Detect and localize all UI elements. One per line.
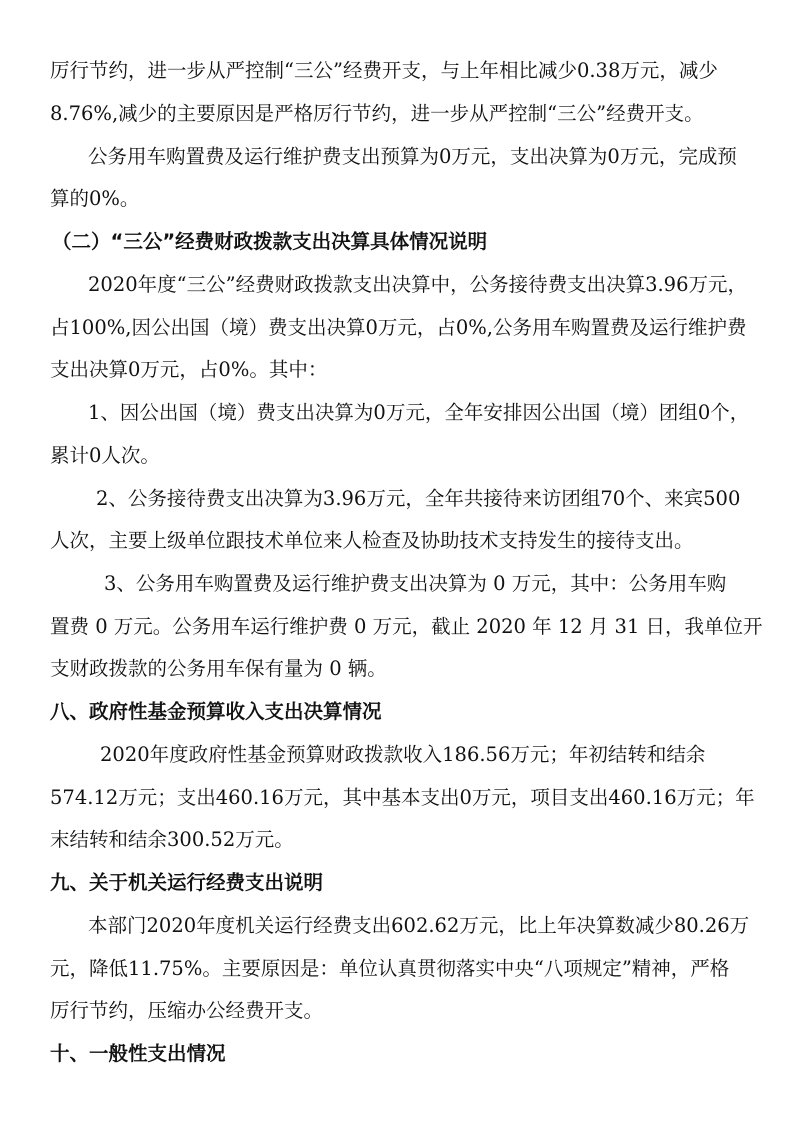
paragraph-line: 算的0%。 <box>50 187 140 210</box>
paragraph-line: 本部门2020年度机关运行经费支出602.62万元，比上年决算数减少80.26万 <box>88 914 750 937</box>
paragraph-line: 公务用车购置费及运行维护费支出预算为0万元，支出决算为0万元，完成预 <box>88 145 737 168</box>
paragraph-line: 支出决算0万元，占0%。其中： <box>50 358 328 381</box>
paragraph-line: 2020年度政府性基金预算财政拨款收入186.56万元；年初结转和结余 <box>100 743 706 766</box>
paragraph-line: 末结转和结余300.52万元。 <box>50 828 294 851</box>
section-heading: 九、关于机关运行经费支出说明 <box>50 871 324 894</box>
paragraph-line: 累计0人次。 <box>50 444 160 467</box>
paragraph-line: 置费 0 万元。公务用车运行维护费 0 万元，截止 2020 年 12 月 31 日，我单位开 <box>50 615 763 638</box>
paragraph-line: 厉行节约，压缩办公经费开支。 <box>50 999 324 1022</box>
section-heading: 十、一般性支出情况 <box>50 1042 226 1065</box>
paragraph-line: 人次，主要上级单位跟技术单位来人检查及协助技术支持发生的接待支出。 <box>50 529 694 552</box>
paragraph-line: 厉行节约，进一步从严控制“三公”经费开支，与上年相比减少0.38万元，减少 <box>50 59 718 82</box>
paragraph-line: 占100%,因公出国（境）费支出决算0万元，占0%,公务用车购置费及运行维护费 <box>50 316 747 339</box>
paragraph-line: 支财政拨款的公务用车保有量为 0 辆。 <box>50 657 387 680</box>
paragraph-line: 574.12万元；支出460.16万元，其中基本支出0万元，项目支出460.16万元；年 <box>50 786 755 809</box>
paragraph-line: 元，降低11.75%。主要原因是：单位认真贯彻落实中央“八项规定”精神，严格 <box>50 957 730 980</box>
paragraph-line: 2、公务接待费支出决算为3.96万元，全年共接待来访团组70个、来宾500 <box>96 487 741 510</box>
section-heading: 八、政府性基金预算收入支出决算情况 <box>50 700 382 723</box>
paragraph-line: 1、因公出国（境）费支出决算为0万元，全年安排因公出国（境）团组0个， <box>88 401 750 424</box>
paragraph-line: 3、公务用车购置费及运行维护费支出决算为 0 万元，其中：公务用车购 <box>104 572 727 595</box>
paragraph-line: 8.76%,减少的主要原因是严格厉行节约，进一步从严控制“三公”经费开支。 <box>50 102 704 125</box>
section-heading: （二）“三公”经费财政拨款支出决算具体情况说明 <box>52 230 488 253</box>
paragraph-line: 2020年度“三公”经费财政拨款支出决算中，公务接待费支出决算3.96万元， <box>88 273 747 296</box>
